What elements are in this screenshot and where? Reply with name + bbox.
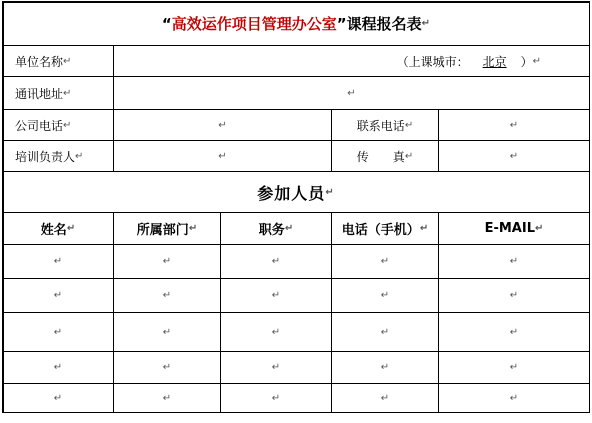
paragraph-mark: ↵ [509,362,519,373]
label-text: 传 真 [356,149,405,164]
paragraph-mark: ↵ [63,119,72,131]
title-highlight: 高效运作项目管理办公室 [171,15,337,33]
participant-phone-cell[interactable] [332,279,439,313]
participant-name-cell[interactable] [3,352,114,384]
contact-phone-field[interactable] [439,110,590,141]
paragraph-mark: ↵ [75,150,84,162]
participant-phone-cell[interactable] [332,313,439,352]
participant-department-cell[interactable] [114,384,221,413]
title-rest: 课程报名表 [346,15,422,33]
column-header-text: 职务 [258,223,285,238]
label-text: 通讯地址 [15,86,64,101]
label-text: 单位名称 [15,54,64,69]
paragraph-mark: ↵ [53,256,63,267]
participants-heading [3,172,590,213]
paragraph-mark: ↵ [421,18,431,29]
column-header-name [3,213,114,245]
paragraph-mark: ↵ [66,223,76,234]
paragraph-mark: ↵ [284,223,294,234]
column-header-text: 姓名 [40,223,67,238]
participant-email-cell[interactable] [439,313,590,352]
column-header-text: E-MAIL [484,221,535,236]
participant-name-cell[interactable] [3,245,114,279]
paragraph-mark: ↵ [53,392,63,404]
company-name-field[interactable] [114,46,590,77]
label-text: 培训负责人 [15,149,76,164]
paragraph-mark: ↵ [347,87,356,99]
paragraph-mark: ↵ [509,150,519,162]
paragraph-mark: ↵ [509,290,519,301]
address-field[interactable] [114,77,590,110]
paragraph-mark: ↵ [532,55,541,67]
registration-form [3,2,590,413]
paragraph-mark: ↵ [380,290,390,301]
paragraph-mark: ↵ [162,362,172,373]
participant-department-cell[interactable] [114,279,221,313]
paragraph-mark: ↵ [218,119,227,131]
company-name-label [3,46,114,77]
paragraph-mark: ↵ [63,87,72,99]
paragraph-mark: ↵ [325,186,335,198]
paragraph-mark: ↵ [271,290,281,301]
fax-field[interactable] [439,141,590,172]
fax-label [332,141,439,172]
participant-position-cell[interactable] [221,352,332,384]
column-header-email [439,213,590,245]
participant-name-cell[interactable] [3,384,114,413]
column-header-text: 电话（手机） [341,223,420,238]
paragraph-mark: ↵ [380,326,390,338]
paragraph-mark: ↵ [188,223,198,234]
paragraph-mark: ↵ [53,362,63,373]
paragraph-mark: ↵ [509,326,519,338]
contact-phone-label [332,110,439,141]
city-value: 北京 [482,54,507,69]
paragraph-mark: ↵ [53,290,63,301]
participant-position-cell[interactable] [221,384,332,413]
paragraph-mark: ↵ [162,256,172,267]
paragraph-mark: ↵ [404,150,414,162]
paragraph-mark: ↵ [162,290,172,301]
column-header-department [114,213,221,245]
paragraph-mark: ↵ [271,392,281,404]
paragraph-mark: ↵ [509,256,519,267]
paragraph-mark: ↵ [380,256,390,267]
company-phone-field[interactable] [114,110,332,141]
label-text: 公司电话 [15,118,64,133]
participant-email-cell[interactable] [439,384,590,413]
participant-name-cell[interactable] [3,313,114,352]
participant-email-cell[interactable] [439,279,590,313]
paragraph-mark: ↵ [509,392,519,404]
participant-position-cell[interactable] [221,279,332,313]
city-suffix: ） [520,54,533,69]
participant-name-cell[interactable] [3,279,114,313]
participant-department-cell[interactable] [114,313,221,352]
paragraph-mark: ↵ [218,150,227,162]
address-label [3,77,114,110]
paragraph-mark: ↵ [380,362,390,373]
paragraph-mark: ↵ [419,223,429,234]
participant-department-cell[interactable] [114,352,221,384]
paragraph-mark: ↵ [271,326,281,338]
training-lead-field[interactable] [114,141,332,172]
city-prefix: （上课城市： [396,54,469,69]
paragraph-mark: ↵ [535,223,544,234]
paragraph-mark: ↵ [271,362,281,373]
column-header-position [221,213,332,245]
paragraph-mark: ↵ [63,55,72,67]
paragraph-mark: ↵ [53,326,63,338]
title-close-quote: ” [336,14,347,33]
participant-position-cell[interactable] [221,245,332,279]
participant-position-cell[interactable] [221,313,332,352]
participant-email-cell[interactable] [439,352,590,384]
participant-email-cell[interactable] [439,245,590,279]
training-lead-label [3,141,114,172]
label-text: 联系电话 [356,118,405,133]
section-title: 参加人员 [257,183,326,203]
paragraph-mark: ↵ [380,392,390,404]
participant-phone-cell[interactable] [332,245,439,279]
column-header-phone [332,213,439,245]
company-phone-label [3,110,114,141]
column-header-text: 所属部门 [136,223,189,238]
paragraph-mark: ↵ [162,326,172,338]
title-open-quote: “ [161,14,172,33]
participant-phone-cell[interactable] [332,352,439,384]
paragraph-mark: ↵ [162,392,172,404]
participant-phone-cell[interactable] [332,384,439,413]
form-title [3,2,590,46]
paragraph-mark: ↵ [404,119,414,131]
paragraph-mark: ↵ [509,119,519,131]
paragraph-mark: ↵ [271,256,281,267]
participant-department-cell[interactable] [114,245,221,279]
